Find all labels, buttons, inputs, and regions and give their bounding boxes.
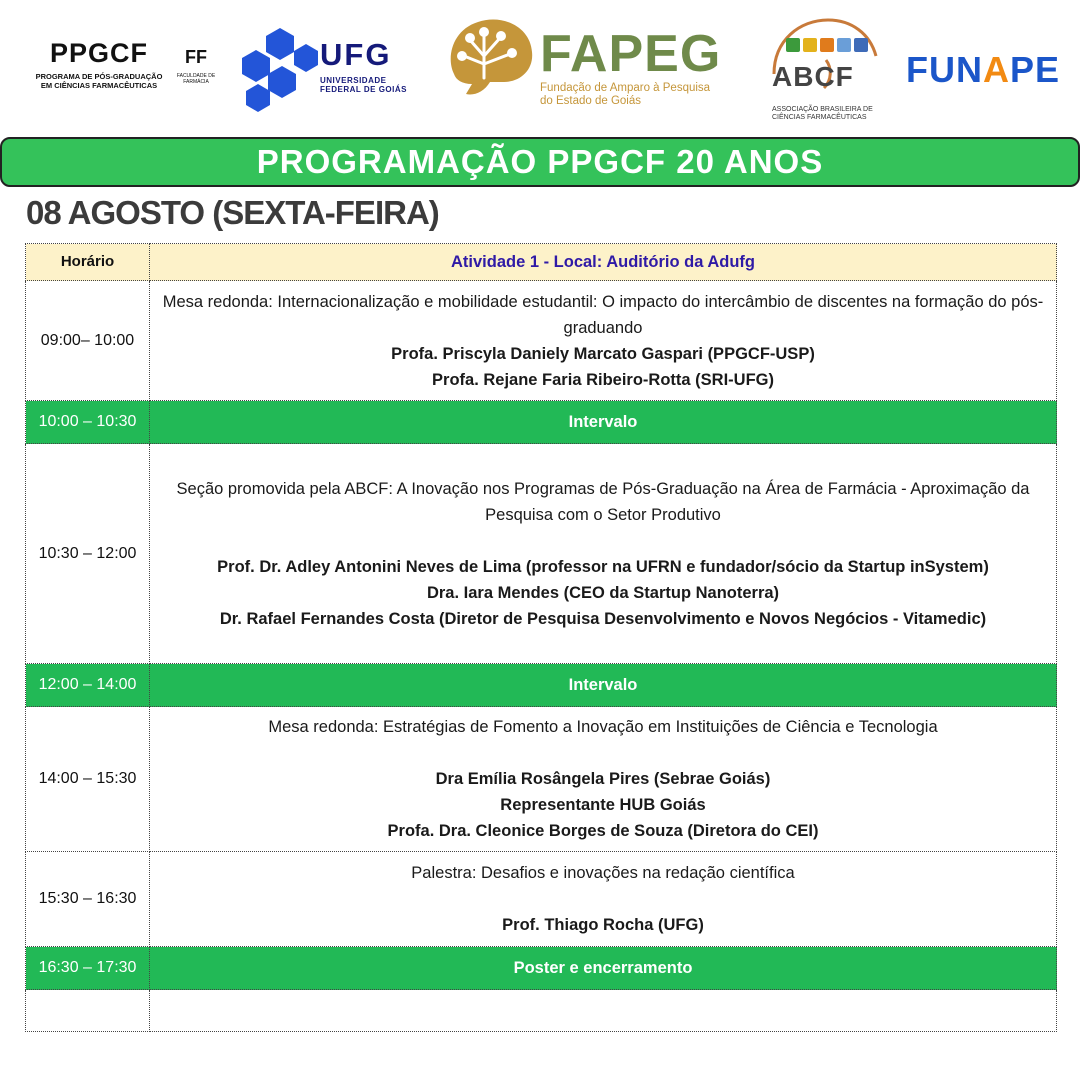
abcf-logo-subtitle-2: CIÊNCIAS FARMACÊUTICAS <box>772 114 867 121</box>
fapeg-logo-subtitle-1: Fundação de Amparo à Pesquisa <box>540 82 711 94</box>
funape-logo-pre: FUN <box>906 49 983 90</box>
ufg-logo-subtitle-2: FEDERAL DE GOIÁS <box>320 85 407 94</box>
ff-logo-subtitle-1: FACULDADE DE <box>176 73 216 79</box>
activity-title: Mesa redonda: Estratégias de Fomento a Inovação em Instituições de Ciência e Tecnologia <box>268 718 938 736</box>
header-time: Horário <box>26 244 150 281</box>
table-row <box>26 281 1057 401</box>
table-row <box>26 852 1057 947</box>
speaker: Dra. Iara Mendes (CEO da Startup Nanoterra) <box>426 583 780 602</box>
table-row <box>26 707 1057 852</box>
abcf-logo-subtitle-1: ASSOCIAÇÃO BRASILEIRA DE <box>772 106 873 113</box>
row-activity <box>150 444 1057 664</box>
ufg-logo-subtitle-1: UNIVERSIDADE <box>320 76 387 85</box>
day-heading: 08 AGOSTO (SEXTA-FEIRA) <box>26 194 439 231</box>
ff-logo <box>172 46 220 85</box>
activity-title: Seção promovida pela ABCF: A Inovação nos Programas de Pós-Graduação na Área de Farmácia - Aproximação da Pesquisa com o Setor Produtivo <box>176 479 1030 524</box>
activity-title: Mesa redonda: Internacionalização e mobilidade estudantil: O impacto do intercâmbio de discentes na formação do pós-graduando <box>162 292 1044 337</box>
break-row <box>26 401 1057 444</box>
schedule-table <box>25 243 1057 1032</box>
program-banner <box>0 137 1080 187</box>
empty-row <box>26 990 1057 1032</box>
closing-title: Poster e encerramento <box>150 947 1057 990</box>
funape-logo <box>906 50 1060 90</box>
row-activity <box>150 281 1057 401</box>
ff-logo-subtitle-2: FARMÁCIA <box>183 79 209 85</box>
table-row <box>26 444 1057 664</box>
speaker: Dra Emília Rosângela Pires (Sebrae Goiás) <box>435 770 771 788</box>
closing-row <box>26 947 1057 990</box>
ppgcf-logo-subtitle-2: EM CIÊNCIAS FARMACÊUTICAS <box>40 81 158 90</box>
row-time: 09:00– 10:00 <box>26 281 150 401</box>
row-time: 10:00 – 10:30 <box>26 401 150 444</box>
break-title: Intervalo <box>150 664 1057 707</box>
speaker: Prof. Thiago Rocha (UFG) <box>502 916 704 934</box>
row-activity <box>150 852 1057 947</box>
empty-cell <box>26 990 150 1032</box>
speaker: Prof. Dr. Adley Antonini Neves de Lima (professor na UFRN e fundador/sócio da Startup inSystem) <box>217 557 989 576</box>
ff-logo-title: FF <box>185 47 207 67</box>
ppgcf-logo <box>24 38 174 90</box>
funape-logo-post: PE <box>1010 49 1061 90</box>
fapeg-brain-icon <box>444 12 536 102</box>
fapeg-logo-title: FAPEG <box>540 25 722 83</box>
speaker: Profa. Priscyla Daniely Marcato Gaspari (PPGCF-USP) <box>391 344 815 363</box>
funape-logo-accent-letter: A <box>983 49 1010 90</box>
ufg-logo <box>240 24 410 114</box>
row-time: 10:30 – 12:00 <box>26 444 150 664</box>
ppgcf-logo-subtitle-1: PROGRAMA DE PÓS-GRADUAÇÃO <box>35 72 163 81</box>
row-time: 16:30 – 17:30 <box>26 947 150 990</box>
ppgcf-logo-title: PPGCF <box>49 38 148 68</box>
break-row <box>26 664 1057 707</box>
row-activity <box>150 707 1057 852</box>
abcf-logo-title: ABCF <box>772 61 854 92</box>
activity-title: Palestra: Desafios e inovações na redação científica <box>411 864 795 882</box>
speaker: Profa. Rejane Faria Ribeiro-Rotta (SRI-UFG) <box>432 370 774 389</box>
ufg-hexagon-icon <box>240 24 320 114</box>
row-time: 12:00 – 14:00 <box>26 664 150 707</box>
row-time: 14:00 – 15:30 <box>26 707 150 852</box>
ufg-logo-title: UFG <box>320 37 392 72</box>
table-header-row <box>26 244 1057 281</box>
speaker: Representante HUB Goiás <box>500 796 706 814</box>
partner-logos <box>0 0 1080 135</box>
speaker: Dr. Rafael Fernandes Costa (Diretor de Pesquisa Desenvolvimento e Novos Negócios - Vitamedic) <box>219 609 987 628</box>
header-activity: Atividade 1 - Local: Auditório da Adufg <box>150 244 1057 281</box>
fapeg-logo-subtitle-2: do Estado de Goiás <box>540 95 642 107</box>
abcf-logo <box>766 16 886 124</box>
empty-cell <box>150 990 1057 1032</box>
row-time: 15:30 – 16:30 <box>26 852 150 947</box>
break-title: Intervalo <box>150 401 1057 444</box>
fapeg-logo <box>444 12 734 112</box>
speaker: Profa. Dra. Cleonice Borges de Souza (Diretora do CEI) <box>387 822 819 840</box>
banner-title: PROGRAMAÇÃO PPGCF 20 ANOS <box>256 143 824 180</box>
